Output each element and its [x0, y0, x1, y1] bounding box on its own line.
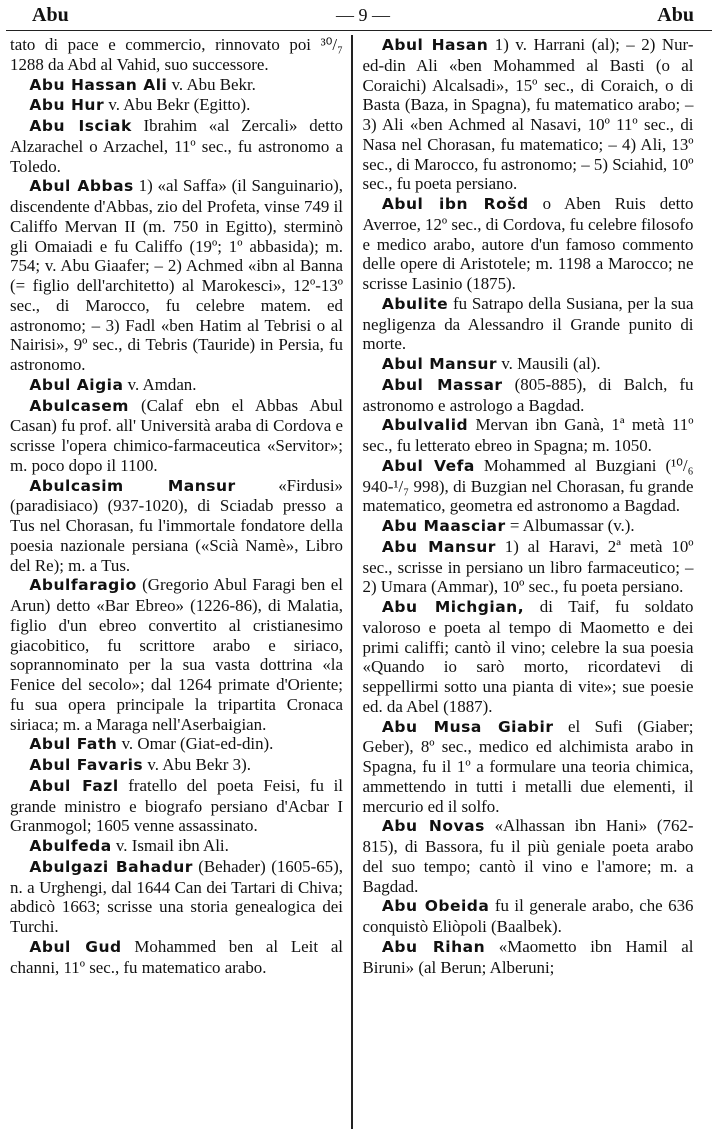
- entry-text: v. Amdan.: [127, 374, 197, 394]
- entry-headword: Abulcasem: [29, 396, 129, 415]
- dictionary-entry: [10, 755, 343, 776]
- dictionary-entry: [363, 537, 694, 597]
- left-column: [6, 35, 351, 1129]
- entry-text: (Calaf ebn el Abbas Abul Casan) fu prof. all' Università araba di Cordova e scrisse l'opera chimico-farmaceutica «Servitor»; m. poco dopo il 1100.: [10, 395, 343, 475]
- dictionary-entry: [10, 396, 343, 476]
- entry-text: fu il generale arabo, che 636 conquistò Eliòpoli (Baalbek).: [362, 896, 694, 936]
- entry-text: Ibrahim «al Zercali» detto Alzarachel o Arzachel, 11º sec., fu astronomo a Toledo.: [10, 116, 343, 176]
- entry-headword: Abul Massar: [381, 375, 503, 394]
- dictionary-entry: [363, 415, 694, 456]
- dictionary-entry: [10, 75, 343, 96]
- entry-text: v. Omar (Giat-ed-din).: [121, 734, 274, 754]
- entry-text: (805-885), di Balch, fu astronomo e astrologo a Bagdad.: [362, 374, 694, 415]
- entry-headword: Abul Vefa: [381, 456, 475, 475]
- dictionary-entry: [10, 776, 343, 836]
- entry-text: (Gregorio Abul Faragi ben el Arun) detto «Bar Ebreo» (1226-86), di Malatia, figlio d'un ebreo convertito al cristianesimo giacobitico, fu scrittore arabo e siriaco, soprannominato per la sua vasta dottrina «la Fenice del secolo»; dal 1264 primate d'Oriente; fu sua opera principale la tripartita Cronaca siriaca; m. a Maraga nell'Aserbaigian.: [10, 575, 343, 734]
- entry-text: v. Mausili (al).: [501, 354, 601, 373]
- entry-headword: Abulite: [381, 294, 449, 313]
- entry-headword: Abul ibn Rošd: [381, 195, 529, 213]
- entry-text: «Firdusi» (paradisiaco) (937-1020), di Sciadab presso a Tus nel Chorasan, fu l'immortale fondatore della poesia nazionale persiana («Scià Namè», Libro del Re); m. a Tus.: [10, 475, 343, 575]
- dictionary-entry: [363, 717, 694, 817]
- entry-text: el Sufi (Giaber; Geber), 8º sec., medico ed alchimista arabo in Spagna, fu il 1º a formulare una teoria chimica, ammettendo in tutti i metalli due elementi, il mercurio ed il solfo.: [362, 716, 694, 816]
- dictionary-entry: [10, 857, 343, 937]
- dictionary-entry: [10, 836, 343, 857]
- dictionary-entry: [363, 516, 694, 537]
- dictionary-entry: [10, 35, 343, 75]
- dictionary-entry: [10, 575, 343, 734]
- entry-headword: Abulvalid: [381, 416, 469, 435]
- entry-headword: Abul Fath: [29, 735, 118, 754]
- entry-headword: Abu Mansur: [381, 537, 496, 556]
- entry-headword: Abul Abbas: [29, 177, 134, 196]
- entry-text: v. Abu Bekr.: [171, 74, 256, 94]
- entry-text: o Aben Ruis detto Averroe, 12º sec., di Cordova, fu celebre filosofo e medico arabo, autore d'un famoso commento delle opere di Aristotele; m. 1198 a Marocco; ne scrisse Lasinio (1875).: [362, 194, 694, 293]
- entry-headword: Abu Hur: [29, 96, 105, 115]
- dictionary-entry: [10, 116, 343, 176]
- page-number: — 9 —: [336, 5, 390, 25]
- columns: [6, 35, 712, 1129]
- entry-headword: Abul Hasan: [381, 36, 489, 54]
- entry-text: di Taif, fu soldato valoroso e poeta al tempo di Maometto e dei primi califfi; cantò il vino; celebre la sua poesia «Quando io sarò morto, ricordatevi di seppellirmi sotto una pianta di vite»; sue poesie ed. da Abel (1887).: [362, 597, 694, 716]
- entry-headword: Abul Aigia: [29, 375, 124, 394]
- entry-text: v. Ismail ibn Ali.: [115, 836, 229, 855]
- entry-headword: Abulgazi Bahadur: [29, 857, 193, 876]
- entry-text: Mohammed ben al Leit al channi, 11º sec., fu matematico arabo.: [10, 936, 344, 977]
- dictionary-entry: [363, 375, 694, 416]
- dictionary-entry: [10, 375, 343, 396]
- dictionary-entry: [363, 597, 694, 717]
- entry-headword: Abu Rihan: [381, 937, 486, 956]
- entry-text: «Maometto ibn Hamil al Biruni» (al Berun; Alberuni;: [362, 936, 694, 977]
- header-right-keyword: Abu: [657, 4, 694, 26]
- entry-text: (Behader) (1605-65), n. a Urghengi, dal 1644 Can dei Tartari di Chiva; abdicò 1663; scrisse una storia genealogica dei Turchi.: [10, 856, 343, 936]
- dictionary-entry: [10, 937, 343, 978]
- entry-headword: Abu Hassan Ali: [29, 75, 168, 94]
- entry-text: = Albumassar (v.).: [509, 516, 635, 535]
- dictionary-entry: [10, 476, 343, 576]
- entry-headword: Abu Isciak: [29, 117, 132, 135]
- entry-text: 1) v. Harrani (al); – 2) Nur-ed-din Ali «ben Mohammed al Basti (o al Coraichi) Alcalsadi», 15º sec., di Coraich, o di Basta (Baza, in Spagna), fu matematico arabo; – 3) Ali «ben Achmed al Nasavi, 10º 11º sec., di Nasa nel Chorasan, fu matematico; – 4) Ali, 13º sec., di Marocco, fu astronomo; – 5) Sciahid, 10º sec., fu poeta persiano.: [362, 35, 694, 194]
- dictionary-entry: [363, 35, 694, 194]
- entry-headword: Abulcasim Mansur: [29, 476, 236, 495]
- page-header: [6, 4, 712, 31]
- entry-headword: Abu Maasciar: [381, 517, 506, 535]
- dictionary-entry: [363, 896, 694, 937]
- entry-headword: Abu Obeida: [381, 897, 490, 916]
- dictionary-entry: [10, 95, 343, 116]
- dictionary-entry: [363, 937, 694, 978]
- entry-headword: Abu Novas: [381, 817, 485, 836]
- dictionary-entry: [363, 456, 694, 516]
- entry-text: 1) «al Saffa» (il Sanguinario), discendente d'Abbas, zio del Profeta, vinse 749 il Califfo Mervan II (m. 750 in Egitto), sterminò gli Omaiadi e fu Califfo (19º; 1º abbasida); m. 754; v. Abu Giaafer; – 2) Achmed «ibn al Banna (= figlio dell'architetto) al Marokesci», 12º-13º sec., di Marocco, fu celebre matem. ed astronomo; – 3) Fadl «ben Hatim al Tebrisi o al Nairisi», 9º sec., di Tebris (Tauride) in Persia, fu astronomo.: [10, 176, 343, 374]
- dictionary-entry: [363, 194, 694, 294]
- dictionary-entry: [363, 816, 694, 896]
- entry-text: fu Satrapo della Susiana, per la sua negligenza da Alessandro il Grande punito di morte.: [362, 293, 694, 354]
- dictionary-entry: [10, 176, 343, 375]
- header-left-keyword: Abu: [32, 4, 69, 26]
- entry-text: v. Abu Bekr (Egitto).: [108, 95, 251, 115]
- entry-headword: Abulfeda: [29, 837, 112, 855]
- entry-headword: Abul Gud: [29, 937, 122, 956]
- entry-headword: Abu Musa Giabir: [381, 717, 554, 736]
- entry-headword: Abulfaragio: [29, 576, 137, 595]
- entry-headword: Abul Mansur: [381, 355, 498, 373]
- dictionary-entry: [363, 354, 694, 375]
- entry-text: Mervan ibn Ganà, 1ª metà 11º sec., fu letterato ebreo in Spagna; m. 1050.: [362, 415, 694, 455]
- entry-text: 1) al Haravi, 2ª metà 10º sec., scrisse in persiano un libro farmaceutico; – 2) Umara (Ammar), 10º sec., fu poeta persiano.: [362, 536, 694, 597]
- entry-headword: Abu Michgian,: [381, 598, 525, 616]
- entry-text: Mohammed al Buzgiani (¹⁰/₆ 940-¹/₇ 998), di Buzgian nel Chorasan, fu grande matematico, geometra ed astronomo a Bagdad.: [362, 455, 694, 516]
- dictionary-entry: [10, 734, 343, 755]
- entry-headword: Abul Fazl: [29, 776, 119, 795]
- entry-headword: Abul Favaris: [29, 756, 144, 774]
- entry-text: fratello del poeta Feisi, fu il grande ministro e biografo persiano d'Acbar I Granmogol; 1605 venne assassinato.: [10, 775, 343, 836]
- entry-text: tato di pace e commercio, rinnovato poi ³⁰/₇ 1288 da Abd al Vahid, suo successore.: [10, 35, 343, 74]
- entry-text: v. Abu Bekr 3).: [147, 755, 251, 774]
- dictionary-entry: [363, 294, 694, 354]
- right-column: [353, 35, 698, 1129]
- entry-text: «Alhassan ibn Hani» (762-815), di Bassora, fu il più geniale poeta arabo del suo tempo; cantò il vino e l'amore; m. a Bagdad.: [362, 816, 694, 896]
